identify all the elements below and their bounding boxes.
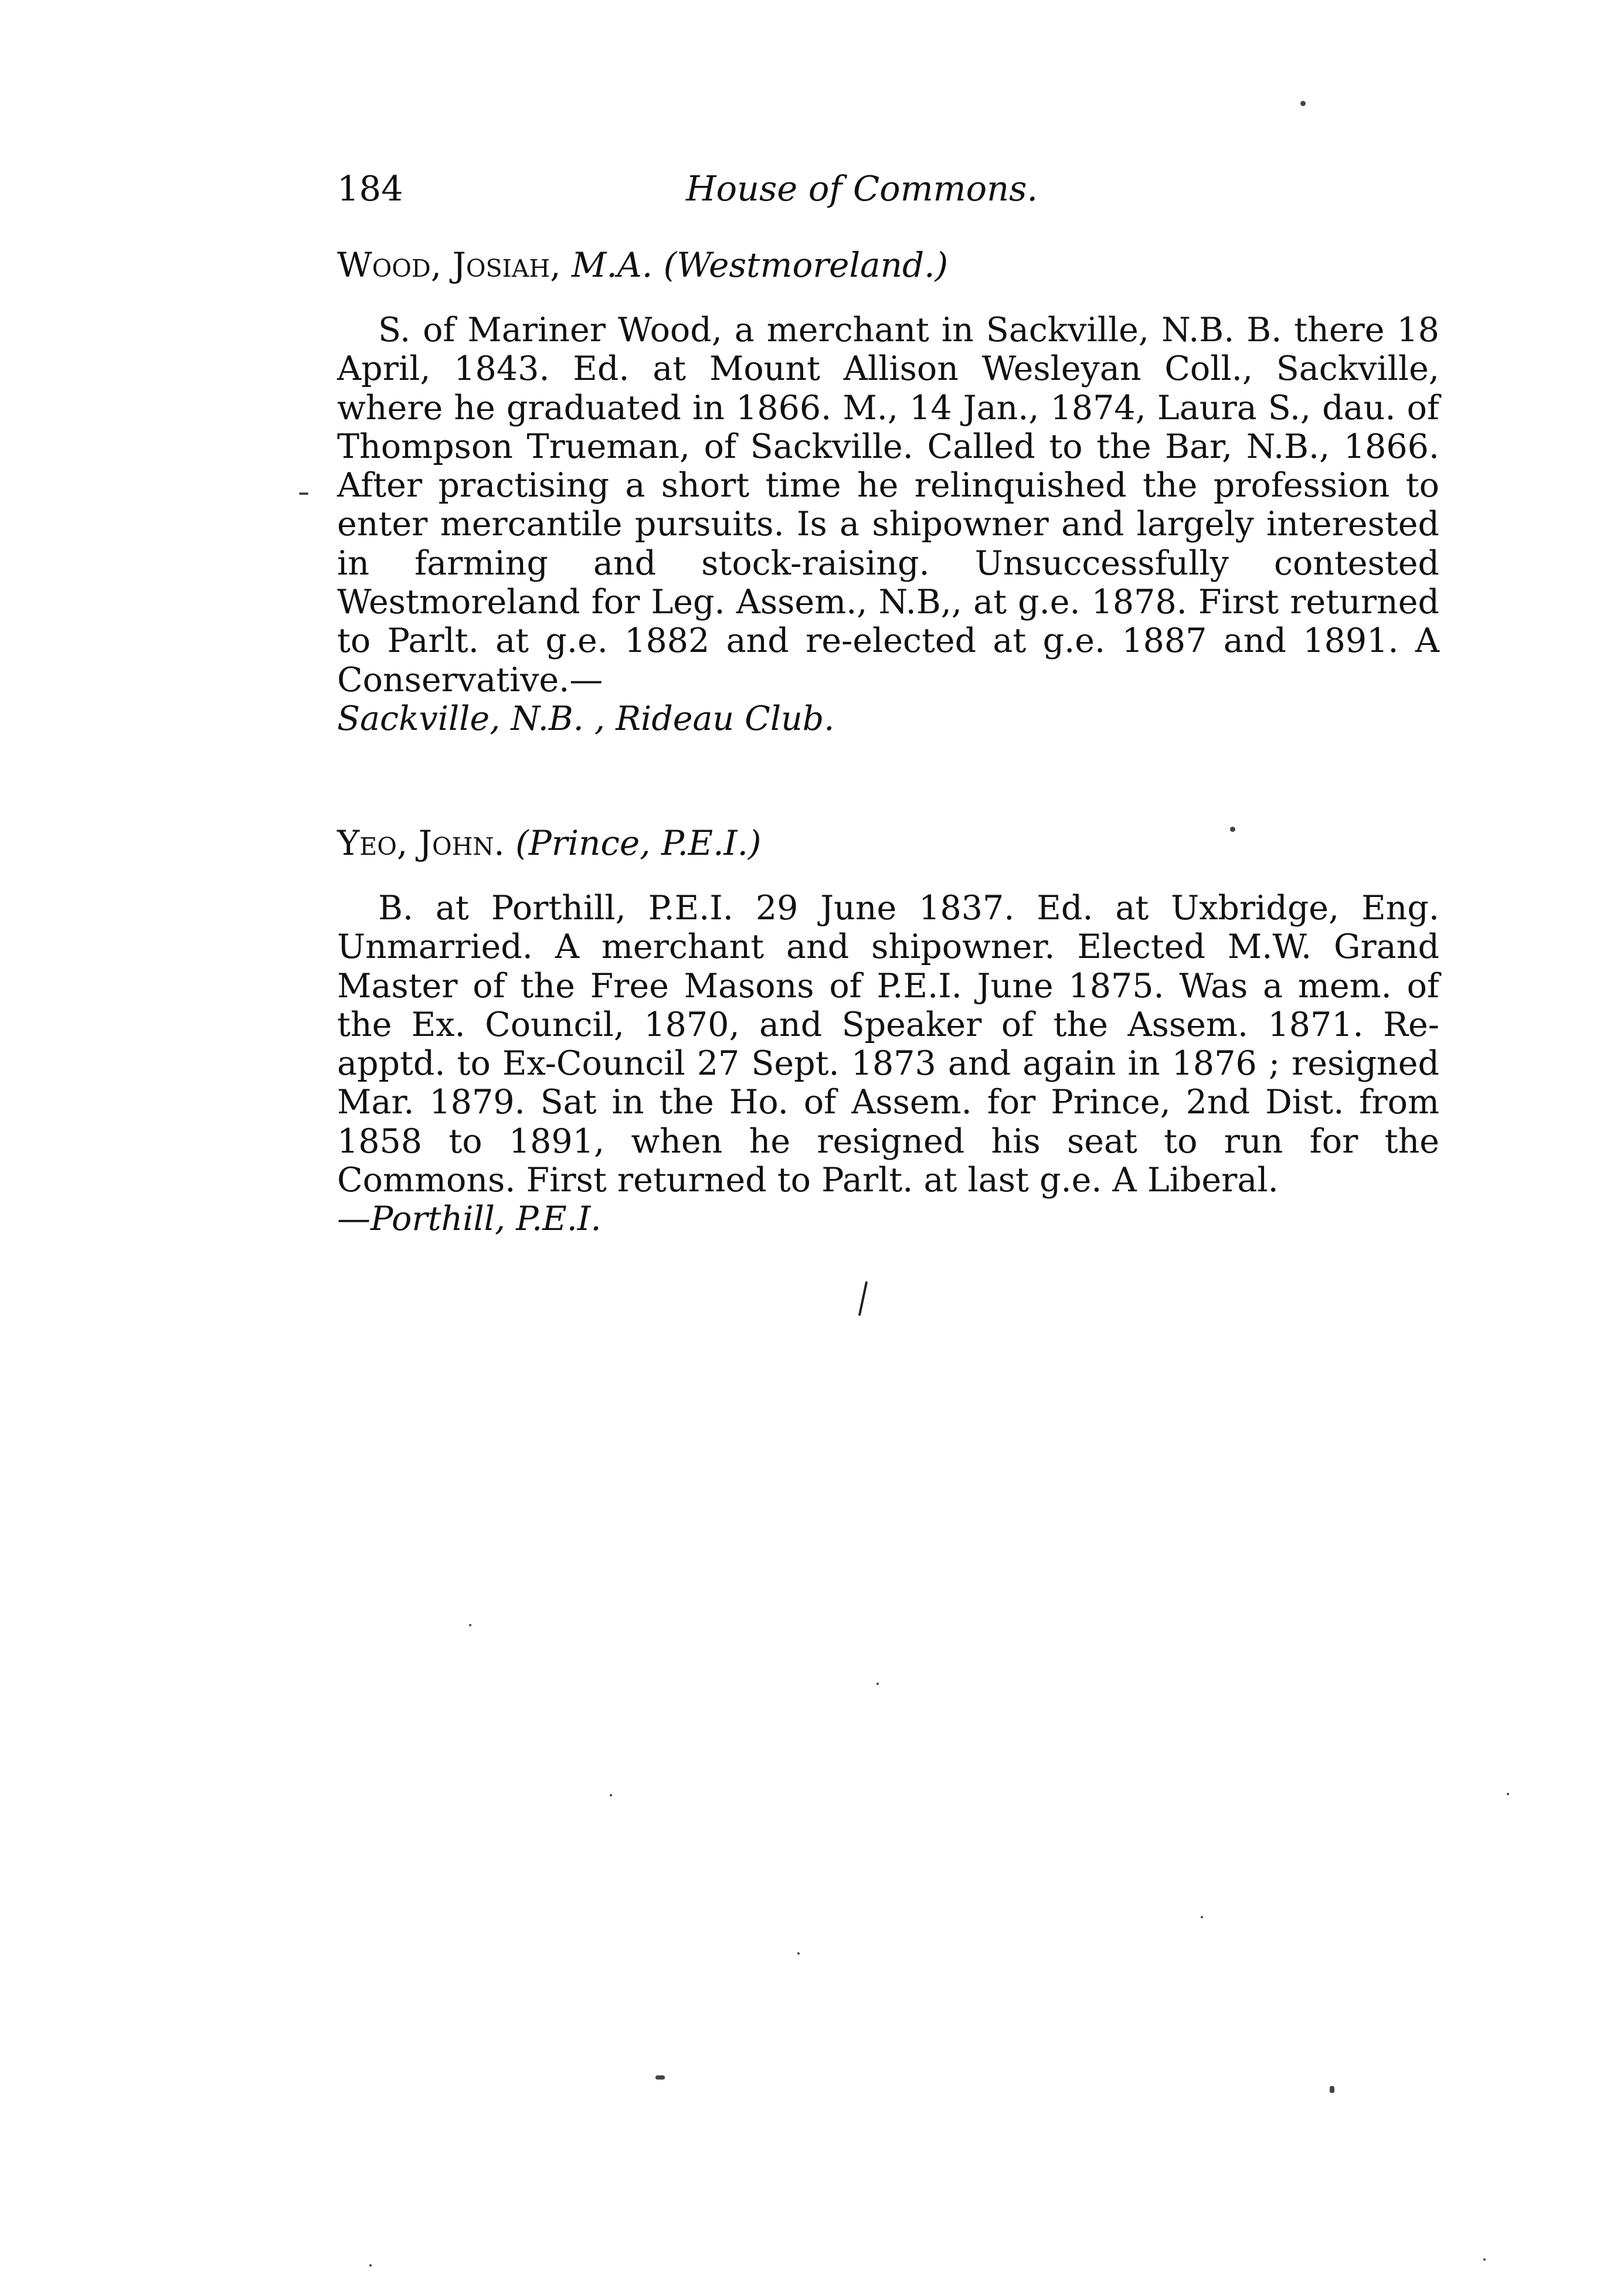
scan-speck [1300, 101, 1306, 106]
running-title: House of Commons. [686, 168, 1038, 209]
entry-biography [337, 311, 1439, 738]
scan-speck [610, 1794, 612, 1796]
scan-speck [369, 2264, 372, 2267]
scan-speck [1201, 1916, 1203, 1918]
scan-speck [797, 1952, 800, 1955]
entry-given-name: John. [418, 823, 505, 863]
entry-constituency: (Prince, P.E.I.) [515, 823, 762, 863]
scan-speck [655, 2075, 665, 2080]
entry-constituency: (Westmoreland.) [663, 245, 949, 285]
biography-entry-wood [337, 242, 1439, 738]
scan-speck [469, 1624, 471, 1626]
scan-speck [1230, 827, 1235, 832]
scan-speck [299, 492, 308, 495]
entry-given-name: Josiah, [452, 245, 561, 285]
entry-address: Sackville, N.B. , Rideau Club. [337, 699, 835, 738]
scan-speck [876, 1683, 879, 1685]
scan-speck [1507, 1793, 1509, 1795]
scan-speck [1330, 2086, 1334, 2093]
entry-heading [337, 820, 1439, 867]
entry-degree: M.A. [571, 245, 653, 285]
entry-address: —Porthill, P.E.I. [337, 1200, 602, 1239]
scan-speck [858, 1281, 868, 1316]
biography-text: S. of Mariner Wood, a merchant in Sackville, N.B. B. there 18 April, 1843. Ed. at Mount Allison Wesleyan Coll., Sackville, where he graduated in 1866. M., 14 Jan., 1874, Laura S., dau. of Thompson Trueman, of Sackville. Called to the Bar, N.B., 1866. After practising a short time he relinquished the profession to enter mercantile pursuits. Is a shipowner and largely interested in farming and stock-raising. Unsuccessfully contested Westmoreland for Leg. Assem., N.B,, at g.e. 1878. First returned to Parlt. at g.e. 1882 and re-elected at g.e. 1887 and 1891. A Conservative.— [337, 311, 1439, 699]
biography-entry-yeo [337, 820, 1439, 1239]
page-number: 184 [337, 168, 403, 209]
entry-biography [337, 889, 1439, 1239]
entry-surname: Yeo, [337, 823, 408, 863]
biography-text: B. at Porthill, P.E.I. 29 June 1837. Ed. at Uxbridge, Eng. Unmarried. A merchant and shipowner. Elected M.W. Grand Master of the Free Masons of P.E.I. June 1875. Was a mem. of the Ex. Council, 1870, and Speaker of the Assem. 1871. Re-apptd. to Ex-Council 27 Sept. 1873 and again in 1876 ; resigned Mar. 1879. Sat in the Ho. of Assem. for Prince, 2nd Dist. from 1858 to 1891, when he resigned his seat to run for the Commons. First returned to Parlt. at last g.e. A Liberal. [337, 889, 1439, 1200]
running-head [337, 165, 1439, 212]
entry-heading [337, 242, 1439, 288]
entry-surname: Wood, [337, 245, 442, 285]
scan-speck [1483, 2258, 1486, 2261]
